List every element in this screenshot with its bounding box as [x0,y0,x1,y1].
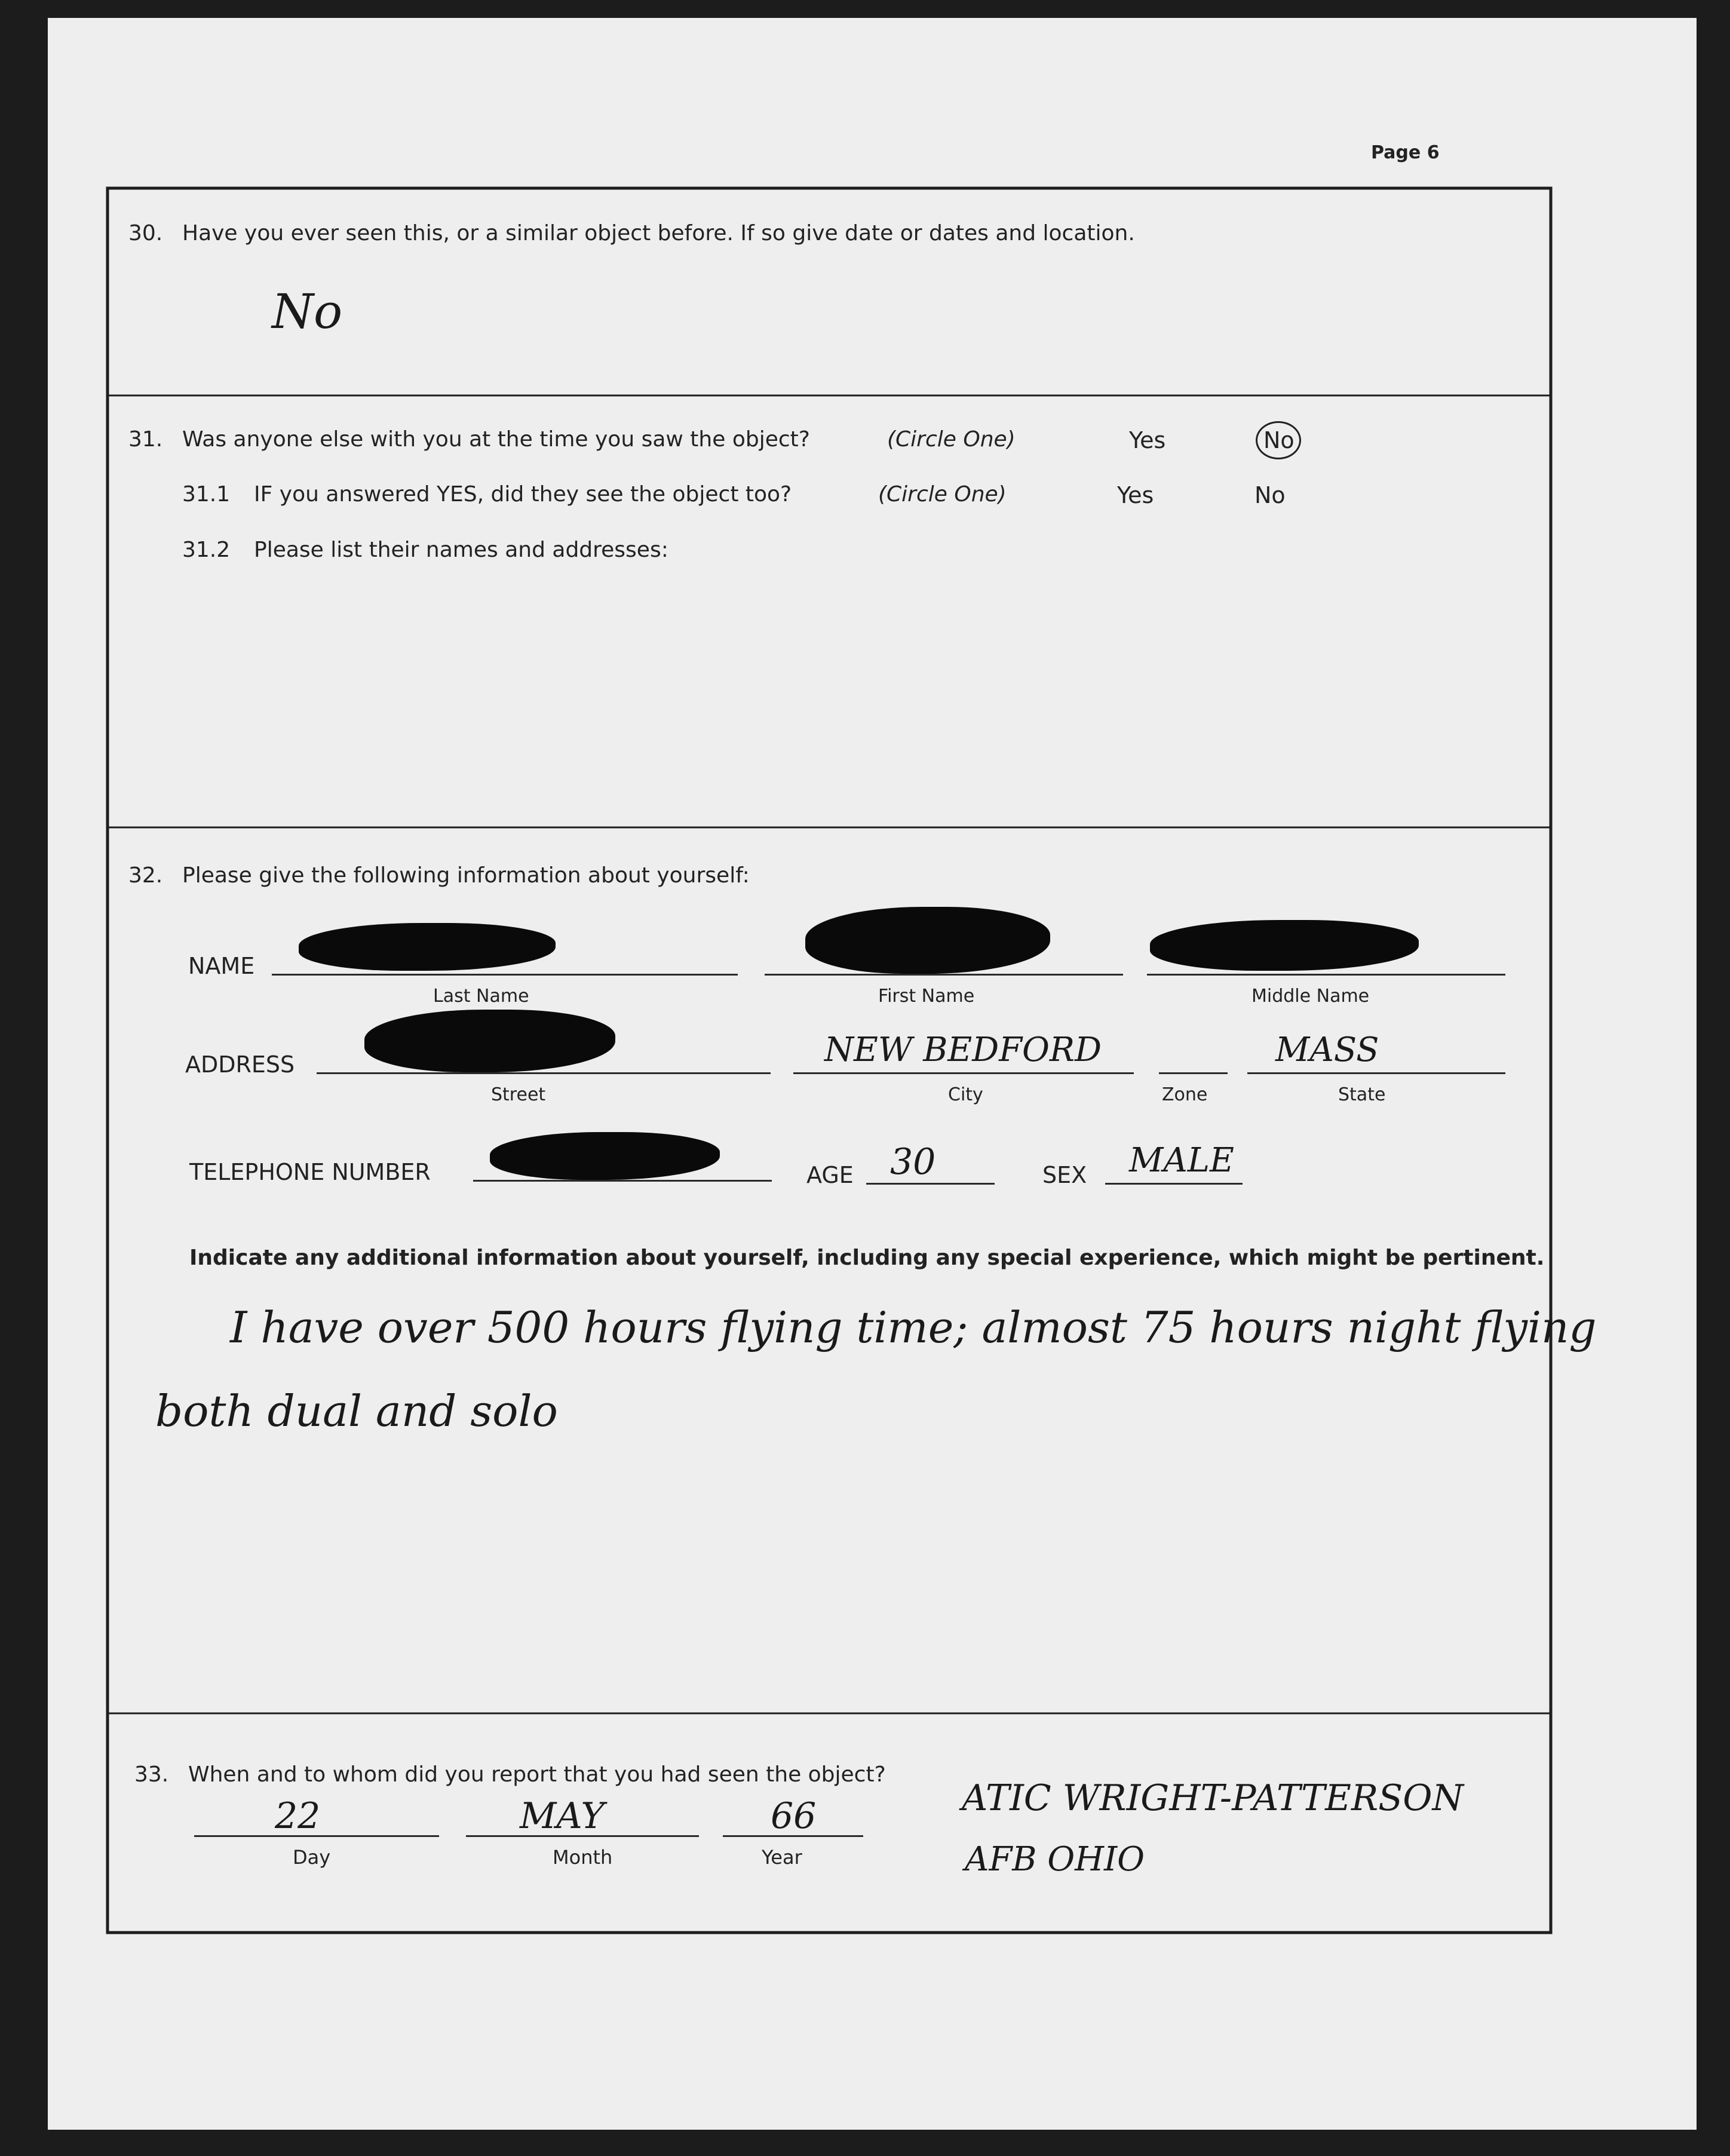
state-caption: State [1338,1084,1386,1105]
telephone-line [473,1180,772,1182]
last-name-line [272,974,738,976]
middle-name-line [1147,974,1505,976]
first-name-redaction [805,907,1050,974]
month-caption: Month [553,1846,613,1869]
q31-yes-option: Yes [1129,427,1166,453]
age-value: 30 [890,1141,936,1183]
year-value: 66 [771,1795,817,1837]
q32-question: Please give the following information about yourself: [182,863,750,888]
city-caption: City [948,1084,983,1105]
sex-value: MALE [1129,1141,1234,1180]
report-recipient-line-2: AFB OHIO [965,1840,1145,1879]
state-value: MASS [1275,1031,1379,1069]
day-value: 22 [275,1795,321,1837]
age-label: AGE [806,1162,854,1188]
day-caption: Day [293,1846,331,1869]
zone-line [1159,1072,1228,1074]
sex-label: SEX [1042,1162,1087,1188]
middle-name-redaction [1150,920,1419,971]
address-label: ADDRESS [185,1051,295,1078]
telephone-label: TELEPHONE NUMBER [189,1159,431,1185]
state-line [1247,1072,1505,1074]
q311-number: 31.1 [182,482,231,507]
last-name-caption: Last Name [433,986,529,1007]
city-line [793,1072,1134,1074]
q30-number: 30. [128,221,163,246]
telephone-redaction [490,1132,720,1180]
q30-answer: No [272,284,343,339]
form-page [48,18,1697,2130]
street-caption: Street [491,1084,546,1105]
report-recipient-line-1: ATIC WRIGHT-PATTERSON [962,1777,1464,1819]
street-line [317,1072,771,1074]
q31-question: Was anyone else with you at the time you saw the object? [182,427,810,452]
q33-question: When and to whom did you report that you had seen the object? [188,1762,886,1787]
year-caption: Year [762,1846,802,1869]
q311-no-option: No [1254,482,1286,508]
first-name-caption: First Name [878,986,975,1007]
q31-circle-note: (Circle One) [887,427,1016,452]
q31-no-option: No [1263,427,1295,453]
no-answer-circle [1256,421,1301,459]
name-label: NAME [188,953,255,979]
q30-question: Have you ever seen this, or a similar object before. If so give date or dates and location. [182,221,1135,246]
q33-number: 33. [134,1762,169,1787]
last-name-redaction [299,923,556,971]
street-redaction [364,1010,615,1072]
additional-info-line-2: both dual and solo [155,1386,558,1436]
month-value: MAY [520,1795,605,1837]
zone-caption: Zone [1162,1084,1208,1105]
q312-question: Please list their names and addresses: [254,538,668,562]
q31-number: 31. [128,427,163,452]
additional-info-prompt: Indicate any additional information about yourself, including any special experience, which might be pertinent. [189,1246,1545,1270]
q311-question: IF you answered YES, did they see the object too? [254,482,792,507]
additional-info-line-1: I have over 500 hours flying time; almost 75 hours night flying [230,1302,1597,1353]
first-name-line [765,974,1123,976]
sex-line [1105,1183,1243,1185]
page-number: Page 6 [1371,142,1440,163]
q311-circle-note: (Circle One) [878,482,1007,507]
q32-number: 32. [128,863,163,888]
q311-yes-option: Yes [1117,482,1154,508]
city-value: NEW BEDFORD [824,1031,1102,1069]
middle-name-caption: Middle Name [1252,986,1370,1007]
q312-number: 31.2 [182,538,231,562]
age-line [866,1183,995,1185]
